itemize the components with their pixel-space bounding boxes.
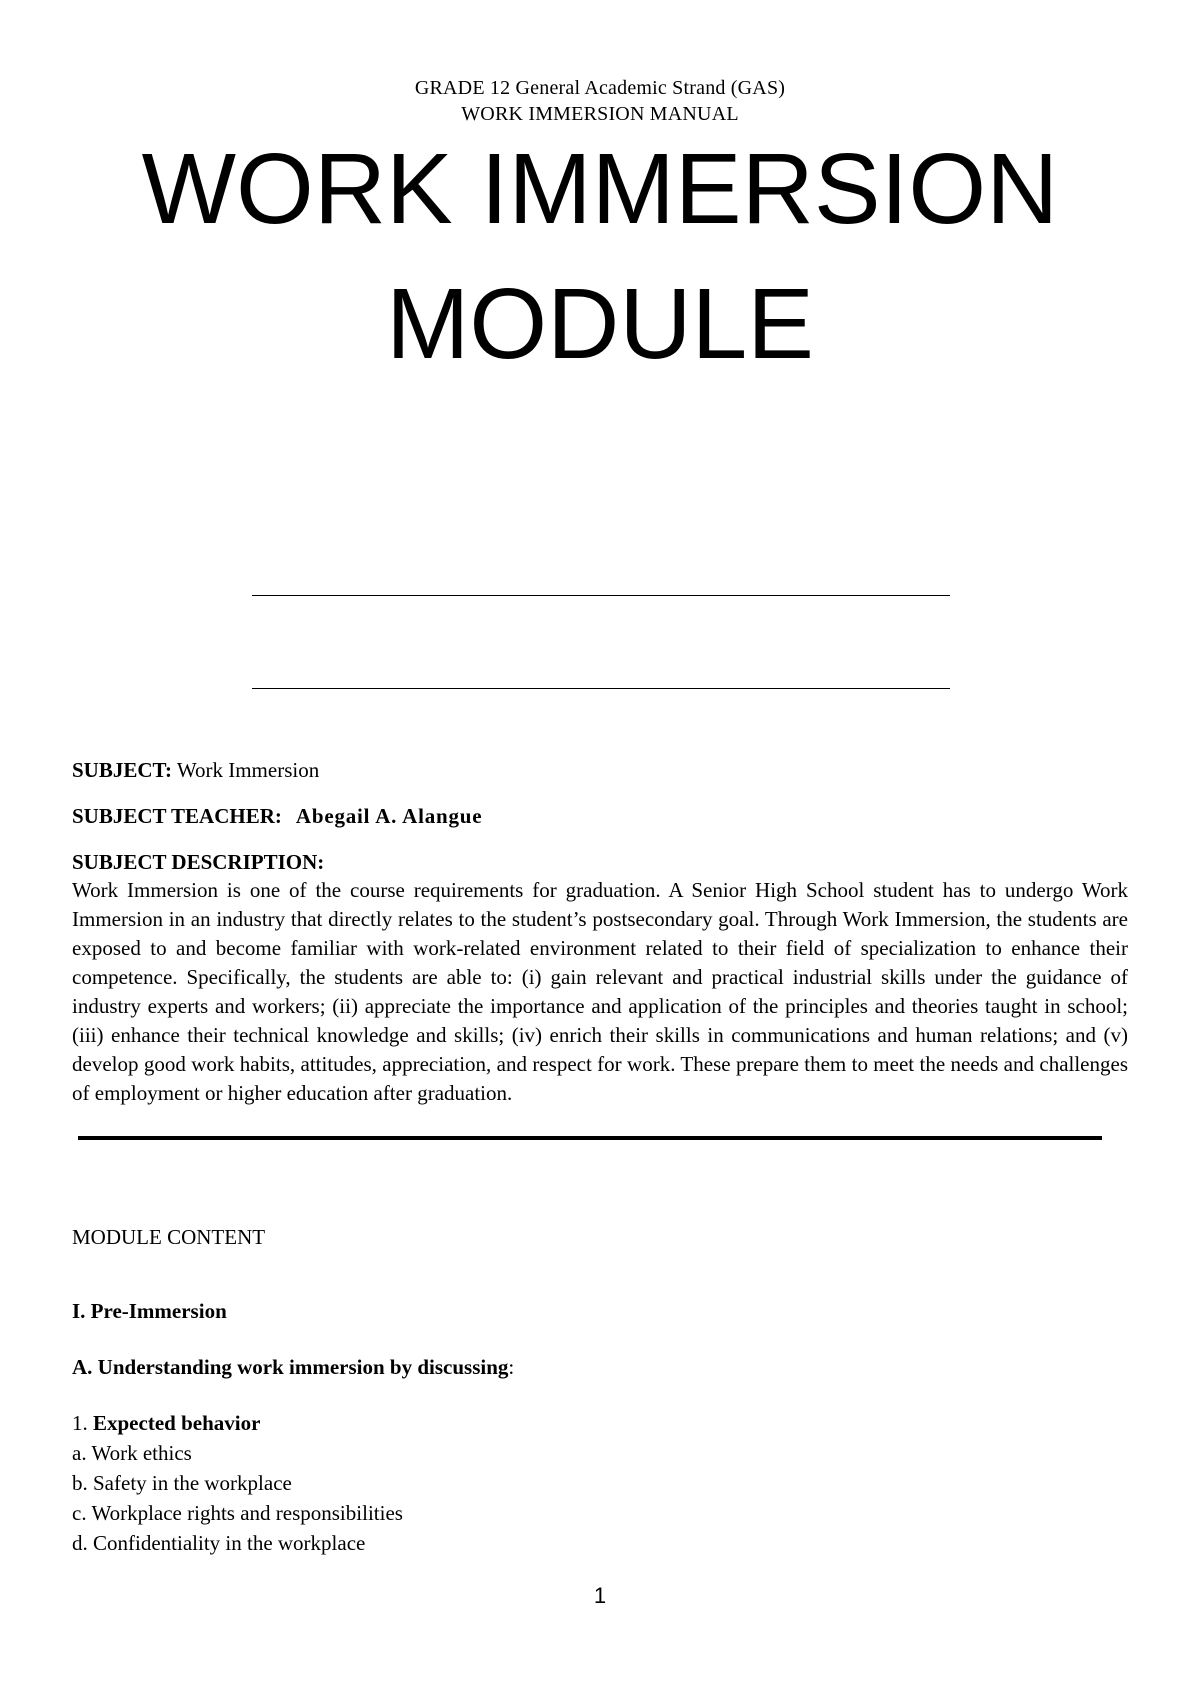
subject-label: SUBJECT: — [72, 758, 172, 782]
list-item: c. Workplace rights and responsibilities — [72, 1501, 403, 1525]
module-content-heading: MODULE CONTENT — [72, 1225, 266, 1249]
subject-value: Work Immersion — [176, 758, 320, 782]
section-heading-colon: : — [508, 1355, 515, 1379]
item-title: Expected behavior — [93, 1411, 261, 1435]
description-field — [72, 849, 324, 875]
blank-line-1 — [252, 595, 950, 596]
page-title-line-1: WORK IMMERSION — [141, 133, 1059, 245]
list-item: d. Confidentiality in the workplace — [72, 1531, 366, 1555]
blank-line-2 — [252, 688, 950, 689]
list-item: b. Safety in the workplace — [72, 1471, 292, 1495]
subject-description: Work Immersion is one of the course requirements for graduation. A Senior High School student has to undergo Work Immersion in an industry that directly relates to the student’s postsecondary goal. Through Work Immersion, the students are exposed to and become familiar with work-related environment related to their field of specialization to enhance their competence. Specifically, the students are able to: (i) gain relevant and practical industrial skills under the guidance of industry experts and workers; (ii) appreciate the importance and application of the principles and theories taught in school; (iii) enhance their technical knowledge and skills; (iv) enrich their skills in communications and human relations; and (v) develop good work habits, attitudes, appreciation, and respect for work. These prepare them to meet the needs and challenges of employment or higher education after graduation. — [72, 878, 1128, 1105]
section-divider — [78, 1136, 1102, 1140]
teacher-label: SUBJECT TEACHER: — [72, 804, 282, 828]
section-heading — [72, 1354, 514, 1380]
description-label: SUBJECT DESCRIPTION: — [72, 850, 325, 874]
part-heading: I. Pre-Immersion — [72, 1299, 227, 1323]
header-manual: WORK IMMERSION MANUAL — [461, 103, 739, 125]
item-heading — [72, 1410, 260, 1436]
section-heading-text: A. Understanding work immersion by discussing — [72, 1355, 509, 1379]
teacher-name: Abegail A. Alangue — [295, 804, 483, 828]
page-number: 1 — [593, 1583, 607, 1608]
list-item: a. Work ethics — [72, 1441, 192, 1465]
item-number: 1. — [72, 1411, 88, 1435]
subject-field — [72, 757, 319, 783]
page-title-line-2: MODULE — [386, 268, 814, 380]
header-strand: GRADE 12 General Academic Strand (GAS) — [414, 77, 786, 99]
teacher-field — [72, 803, 482, 829]
